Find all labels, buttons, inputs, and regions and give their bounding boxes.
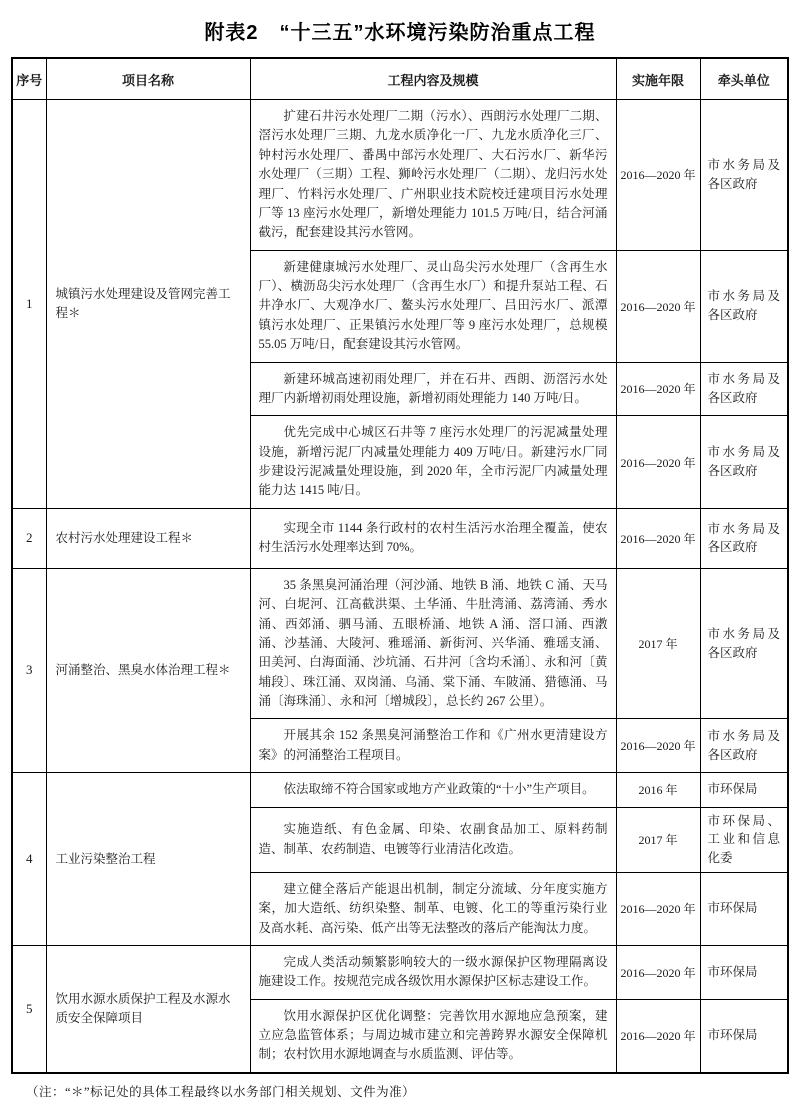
- cell-period: 2016—2020 年: [616, 100, 700, 251]
- cell-content: [250, 807, 616, 872]
- content-paragraph: 建立健全落后产能退出机制，制定分流域、分年度实施方案，加大造纸、纺织染整、制革、电镀、化工的等重污染行业及高水耗、高污染、低产出等无法整改的落后产能淘汰力度。: [258, 881, 608, 935]
- cell-lead-unit: 市水务局及各区政府: [700, 719, 788, 773]
- content-paragraph: 完成人类活动频繁影响较大的一级水源保护区物理隔离设施建设工作。按规范完成各级饮用水源保护区标志建设工作。: [258, 954, 608, 989]
- cell-period: 2016—2020 年: [616, 362, 700, 416]
- cell-content: [250, 945, 616, 999]
- cell-content: [250, 719, 616, 773]
- content-paragraph: 实现全市 1144 条行政村的农村生活污水治理全覆盖，使农村生活污水处理率达到 70%。: [258, 520, 608, 555]
- cell-period: 2016—2020 年: [616, 250, 700, 362]
- cell-lead-unit: 市环保局: [700, 999, 788, 1073]
- header-cell-no: 序号: [12, 58, 46, 100]
- content-paragraph: 饮用水源保护区优化调整：完善饮用水源地应急预案，建立应急监管体系；与周边城市建立和完善跨界水源安全保障机制；农村饮用水源地调查与水质监测、评估等。: [258, 1008, 608, 1062]
- cell-lead-unit: 市环保局、工业和信息化委: [700, 807, 788, 872]
- content-paragraph: 依法取缔不符合国家或地方产业政策的“十小”生产项目。: [283, 782, 595, 797]
- table-header: [12, 58, 788, 100]
- cell-project-name: 工业污染整治工程: [46, 773, 250, 946]
- cell-period: 2016—2020 年: [616, 416, 700, 509]
- cell-no: 2: [12, 508, 46, 568]
- header-cell-period: 实施年限: [616, 58, 700, 100]
- content-paragraph: 扩建石井污水处理厂二期（污水）、西朗污水处理厂二期、滘污水处理厂三期、九龙水质净化一厂、九龙水质净化三厂、钟村污水处理厂、番禺中部污水处理厂、大石污水厂、新华污水处理厂（三期）工程、狮岭污水处理厂（二期）、龙归污水处理厂、竹料污水处理厂、广州职业技术院校迁建项目污水处理厂等 13 座污水处理厂，新增处理能力 101.5 万吨/日，结合河涌截污，配套建设其污水管网。: [258, 109, 608, 240]
- table-row: [12, 508, 788, 568]
- table-row: [12, 773, 788, 807]
- table-row: [12, 100, 788, 251]
- cell-project-name: 城镇污水处理建设及管网完善工程＊: [46, 100, 250, 509]
- projects-table: [11, 57, 789, 1074]
- cell-period: 2016—2020 年: [616, 999, 700, 1073]
- cell-lead-unit: 市水务局及各区政府: [700, 250, 788, 362]
- cell-no: 1: [12, 100, 46, 509]
- cell-period: 2016—2020 年: [616, 945, 700, 999]
- cell-period: 2016—2020 年: [616, 508, 700, 568]
- header-cell-content: 工程内容及规模: [250, 58, 616, 100]
- cell-period: 2017 年: [616, 568, 700, 719]
- header-cell-project-name: 项目名称: [46, 58, 250, 100]
- cell-lead-unit: 市水务局及各区政府: [700, 416, 788, 509]
- cell-content: [250, 362, 616, 416]
- table-row: [12, 568, 788, 719]
- cell-period: 2016 年: [616, 773, 700, 807]
- content-paragraph: 实施造纸、有色金属、印染、农副食品加工、原料药制造、制革、农药制造、电镀等行业清洁化改造。: [258, 822, 608, 856]
- cell-no: 5: [12, 945, 46, 1072]
- cell-lead-unit: 市水务局及各区政府: [700, 568, 788, 719]
- cell-lead-unit: 市水务局及各区政府: [700, 362, 788, 416]
- content-paragraph: 35 条黑臭河涌治理（河沙涌、地铁 B 涌、地铁 C 涌、天马河、白坭河、江高截洪渠、土华涌、牛肚湾涌、荔湾涌、秀水涌、西郊涌、驷马涌、五眼桥涌、地铁 A 涌、滘口涌、西漖涌、沙基涌、大陵河、雅瑶涌、新街河、兴华涌、雅瑶支涌、田美河、白海面涌、沙坑涌、石井河〔含均禾涌〕、永和河〔黄埔段〕、珠江涌、双岗涌、乌涌、棠下涌、车陂涌、猎德涌、马涌〔海珠涌〕、永和河〔增城段〕，总长约 267 公里）。: [258, 577, 608, 708]
- cell-lead-unit: 市水务局及各区政府: [700, 100, 788, 251]
- cell-content: [250, 872, 616, 945]
- cell-content: [250, 999, 616, 1073]
- table-body: [12, 100, 788, 1073]
- footnote: （注：“＊”标记处的具体工程最终以水务部门相关规划、文件为准）: [26, 1084, 416, 1099]
- cell-no: 4: [12, 773, 46, 946]
- cell-content: [250, 773, 616, 807]
- cell-period: 2016—2020 年: [616, 719, 700, 773]
- cell-project-name: 农村污水处理建设工程＊: [46, 508, 250, 568]
- cell-lead-unit: 市水务局及各区政府: [700, 508, 788, 568]
- cell-content: [250, 100, 616, 251]
- cell-no: 3: [12, 568, 46, 772]
- cell-content: [250, 250, 616, 362]
- cell-project-name: 河涌整治、黑臭水体治理工程＊: [46, 568, 250, 772]
- cell-period: 2016—2020 年: [616, 872, 700, 945]
- cell-project-name: 饮用水源水质保护工程及水源水质安全保障项目: [46, 945, 250, 1072]
- header-row: [12, 58, 788, 100]
- cell-content: [250, 568, 616, 719]
- content-paragraph: 开展其余 152 条黑臭河涌整治工作和《广州水更清建设方案》的河涌整治工程项目。: [258, 728, 608, 762]
- page-title: 附表2 “十三五”水环境污染防治重点工程: [204, 22, 596, 44]
- header-cell-lead-unit: 牵头单位: [700, 58, 788, 100]
- cell-lead-unit: 市环保局: [700, 872, 788, 945]
- cell-content: [250, 416, 616, 509]
- cell-lead-unit: 市环保局: [700, 945, 788, 999]
- cell-period: 2017 年: [616, 807, 700, 872]
- content-paragraph: 新建环城高速初雨处理厂，并在石井、西朗、沥滘污水处理厂内新增初雨处理设施，新增初雨处理能力 140 万吨/日。: [258, 371, 608, 405]
- content-paragraph: 新建健康城污水处理厂、灵山岛尖污水处理厂（含再生水厂）、横沥岛尖污水处理厂（含再生水厂）和提升泵站工程、石井净水厂、大观净水厂、鳌头污水处理厂、吕田污水厂、派潭镇污水处理厂、正果镇污水处理厂等 9 座污水处理厂，总规模 55.05 万吨/日，配套建设其污水管网。: [258, 259, 608, 352]
- content-paragraph: 优先完成中心城区石井等 7 座污水处理厂的污泥减量处理设施，新增污泥厂内减量处理能力 409 万吨/日。新建污水厂同步建设污泥减量处理设施，到 2020 年，全市污泥厂内减量处理能力达 1415 吨/日。: [258, 425, 608, 498]
- cell-content: [250, 508, 616, 568]
- table-row: [12, 945, 788, 999]
- cell-lead-unit: 市环保局: [700, 773, 788, 807]
